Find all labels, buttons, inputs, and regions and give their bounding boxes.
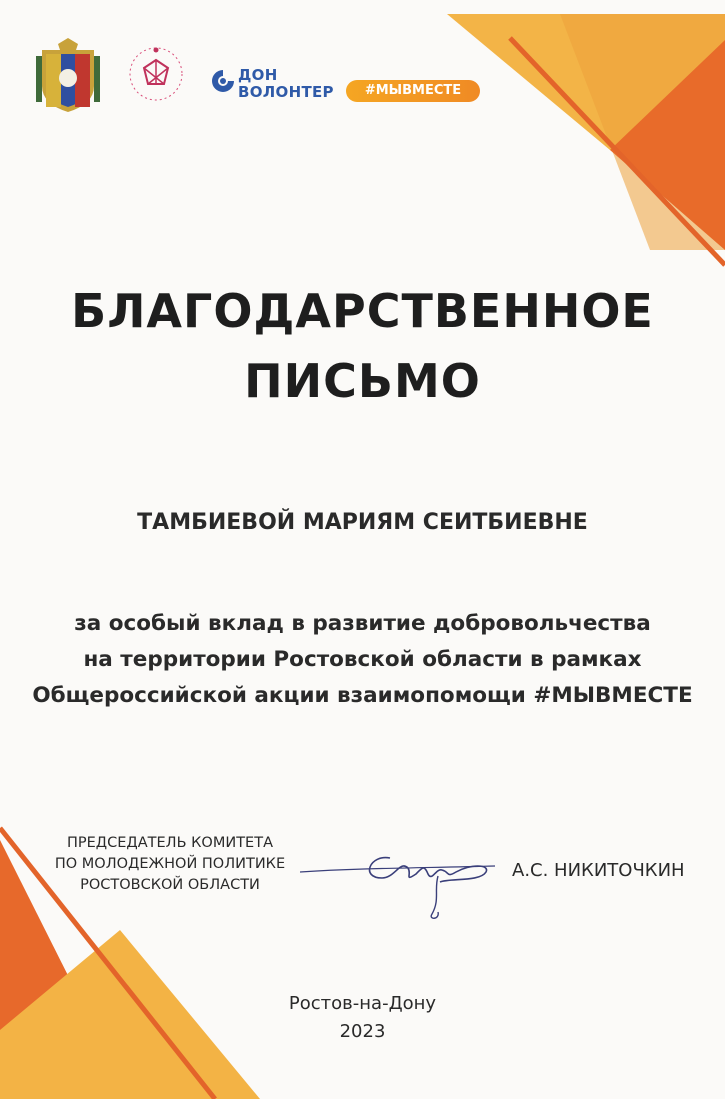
youth-don-logo-icon bbox=[124, 42, 188, 106]
don-volunteer-logo-icon bbox=[210, 68, 236, 94]
title-line-2: ПИСЬМО bbox=[244, 354, 481, 408]
brand-volunteer-text: ВОЛОНТЕР bbox=[238, 83, 334, 101]
signer-position-line-3: РОСТОВСКОЙ ОБЛАСТИ bbox=[80, 877, 260, 893]
city: Ростов-на-Дону bbox=[288, 993, 437, 1014]
year: 2023 bbox=[339, 1021, 386, 1042]
signer-position-line-1: ПРЕДСЕДАТЕЛЬ КОМИТЕТА bbox=[66, 835, 273, 851]
reason-line-3: Общероссийской акции взаимопомощи #МЫВМЕСТЕ bbox=[32, 683, 693, 708]
reason-line-1: за особый вклад в развитие добровольчества bbox=[74, 611, 651, 636]
header-logos bbox=[36, 36, 496, 116]
brand-don-text: ДОН bbox=[238, 66, 278, 84]
handwritten-signature bbox=[300, 838, 510, 928]
signer-position-line-2: ПО МОЛОДЕЖНОЙ ПОЛИТИКЕ bbox=[54, 856, 286, 872]
signer-name: А.С. НИКИТОЧКИН bbox=[512, 860, 685, 881]
reason-line-2: на территории Ростовской области в рамках bbox=[83, 647, 642, 672]
coat-of-arms-icon bbox=[36, 36, 100, 114]
recipient-name: ТАМБИЕВОЙ МАРИЯМ СЕИТБИЕВНЕ bbox=[137, 510, 588, 535]
title-line-1: БЛАГОДАРСТВЕННОЕ bbox=[71, 284, 654, 338]
hashtag-badge: #МЫВМЕСТЕ bbox=[346, 80, 480, 102]
